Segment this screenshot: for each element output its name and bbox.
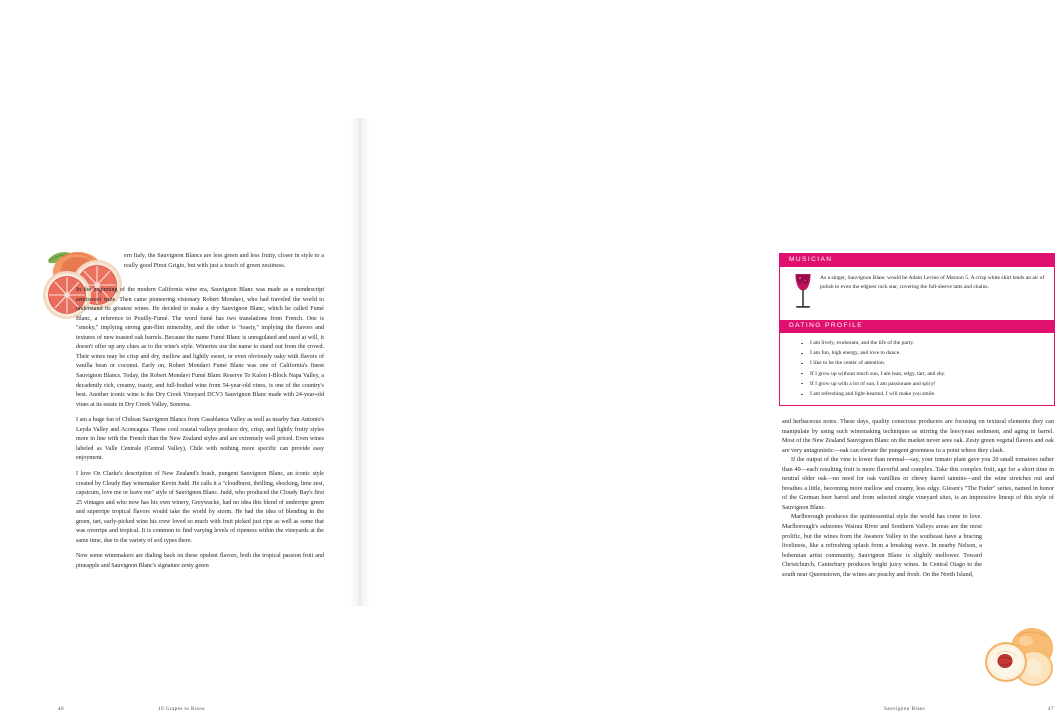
left-page	[20, 118, 350, 712]
musician-heading: MUSICIAN	[780, 254, 1054, 267]
paragraph: I love Oz Clarke's description of New Zealand's brash, pungent Sauvignon Blanc, an iconic style created by Cloudy Bay winemaker Kevin Judd. He calls it a "cloudburst, thrilling, shocking, lime zest, capsicum, love me or leave me" style of Sauvignon Blanc. Judd, who produced the Cloudy Bay's first 25 vintages and who now has his own winery, Greywacke, had no idea this blend of underripe green and superripe tropical flavors would take the world by storm. He had the idea of blending in the green, tart, early-picked wine his crew loved so much with fruit picked just ripe as well as some that was overripe and tropical. It is common to find varying levels of ripeness within the vineyards at the same time, due to the variety of soil types there.	[76, 470, 324, 544]
peach-illustration	[982, 626, 1056, 688]
paragraph: If the output of the vine is lower than normal—say, your tomato plant gave you 20 small tomatoes rather than 40—each resulting fruit is more flavorful and complex. Take this complex fruit, age for a short time in neutral older oak—no need for oak vanillins or chewy barrel tannins—and the wine stretches out and breathes a little, becoming more mellow and creamy, less edgy. Giesen's "The Fuder" series, named in honor of the German beer barrel and from selected single vineyard sites, is an impressive lineup of this style of Sauvignon Blanc.	[782, 457, 1054, 511]
dating-profile-list	[788, 338, 1046, 399]
musician-body	[780, 267, 1054, 320]
list-item: I like to be the center of attention.	[810, 358, 1046, 368]
wine-personality-panel	[779, 253, 1055, 406]
paragraph: Marlborough produces the quintessential style the world has come to love. Marlborough's subzones Wairau River and Southern Valleys areas are the most prolific, but the wines from the Awatere Valley to the southeast have a bracing liveliness, like a refreshing splash from a breaking wave. In nearby Nelson, a bohemian artist community, Sauvignon Blanc is slightly mellower. Toward Christchurch, Canterbury produces bright juicy wines. In Central Otago to the south near Queenstown, the wines are peachy and fresh. On the North Island,	[782, 514, 982, 578]
list-item: If I grow up without much sun, I am lean, edgy, tart, and shy.	[810, 369, 1046, 379]
right-page	[368, 118, 1054, 712]
musician-text: As a singer, Sauvignon Blanc would be Adam Levine of Maroon 5. A crisp white shirt lends an air of polish to even the edgiest rock star, covering the full-sleeve tatts and chains.	[820, 274, 1045, 291]
dating-profile-body	[780, 333, 1054, 405]
paragraph: I am a huge fan of Chilean Sauvignon Blancs from Casablanca Valley as well as nearby San Antonio's Leyda Valley and Aconcagua. These cool coastal valleys produce dry, crisp, and lightly fruity styles more in line with the French than the New Zealand styles and are extremely well priced. Even wines labeled as Valle Centrale (Central Valley), Chile with nothing more specific can provide easy enjoyment.	[76, 417, 324, 462]
wine-glass-icon	[790, 272, 816, 312]
paragraph: In the beginning of the modern California wine era, Sauvignon Blanc was made as a nondescript semisweet wine. Then came pioneering visionary Robert Mondavi, who had traveled the world to understand its greatest wines. He decided to make a dry Sauvignon Blanc, which he called Fumé Blanc, a reference to Pouilly-Fumé. The word fumé has two translations from French. One is "smoky," implying strong gun-flint minerality, and the other is "toasty," implying the flavors and textures of new toasted oak barrels. Because the name Fumé Blanc is unregulated and used at will, it doesn't offer up any clues as to the wine's style. Wineries use the name to stand out from the crowd. Their wines may be crisp and dry, mellow and lightly sweet, or even obviously oaky with flavors of vanilla bean or coconut. Early on, Robert Mondavi Fumé Blanc was one of California's finest Sauvignon Blancs. Today, the Robert Mondavi Fumé Blanc Reserve To Kalon I-Block Napa Valley, a decadently rich, creamy, toasty, and full-bodied wine from 54-year-old vines, is one of the country's best. Another iconic wine is the Dry Creek Vineyard DCV3 Sauvignon Blanc made with 24-year-old vines at its estate in Dry Creek Valley, Sonoma.	[76, 287, 324, 408]
running-head-left: 10 Grapes to Know	[158, 706, 206, 712]
page-number-right: 47	[1048, 706, 1054, 712]
peach-wrap-spacer	[982, 515, 1054, 577]
page-number-left: 46	[58, 706, 64, 712]
dating-profile-heading: DATING PROFILE	[780, 320, 1054, 333]
list-item: I am refreshing and light-hearted. I will make you smile.	[810, 389, 1046, 399]
list-item: If I grow up with a lot of sun, I am passionate and spicy!	[810, 379, 1046, 389]
paragraph: Now some winemakers are dialing back on these opulent flavors, both the tropical passion fruit and pineapple and Sauvignon Blanc's signature zesty green	[76, 553, 324, 569]
left-column-body	[76, 280, 324, 578]
left-column-opening	[124, 252, 324, 271]
right-column-body	[782, 418, 1054, 580]
paragraph: ern Italy, the Sauvignon Blancs are less green and less fruity, closer in style to a really good Pinot Grigio, but with just a touch of green zestiness.	[124, 253, 324, 269]
list-item: I am fun, high energy, and love to dance.	[810, 348, 1046, 358]
list-item: I am lively, exuberant, and the life of the party.	[810, 338, 1046, 348]
running-head-right: Sauvignon Blanc	[884, 706, 926, 712]
paragraph: and herbaceous notes. These days, quality conscious producers are focusing on textural elements they can manipulate by using such winemaking techniques as stirring the lees/yeast sediment, and aging in barrel. Most of the New Zealand Sauvignon Blanc on the market never sees oak. Zesty green vegetal flavors and oak are very antagonistic—oak can elevate the pungent greenness to a point where they clash.	[782, 419, 1054, 454]
gutter-shadow	[350, 118, 370, 606]
